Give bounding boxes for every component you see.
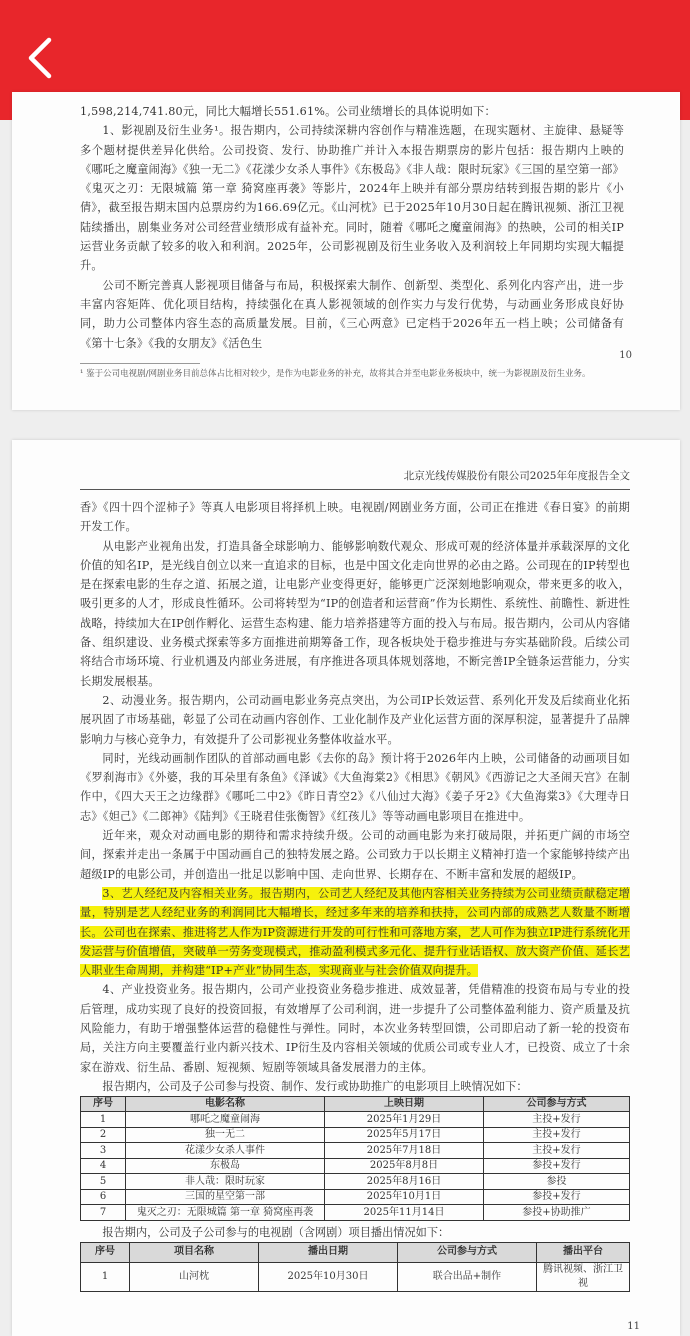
page-header: 北京光线传媒股份有限公司2025年年度报告全文 — [80, 468, 630, 490]
table-cell: 2025年5月17日 — [325, 1127, 484, 1143]
table-cell: 5 — [81, 1174, 126, 1190]
table-cell: 参投+发行 — [484, 1158, 630, 1174]
table-cell: 1 — [81, 1112, 126, 1128]
table-cell: 非人哉：限时玩家 — [126, 1174, 325, 1190]
page-number: 11 — [627, 1321, 640, 1332]
paragraph: 从电影产业视角出发，打造具备全球影响力、能够影响数代观众、形成可观的经济体量并承载深厚的文化价值的知名IP，是光线自创立以来一直追求的目标，也是中国文化走向世界的必由之路。公司现在的IP转型也是在探索电影的生存之道、拓展之道，让电影产业变得更好，能够更广泛深刻地影响观众，带来更多的收入，吸引更多的人才，形成良性循环。公司将转型为“IP的创造者和运营商”作为长期性、系统性、前瞻性、新进性战略，持续加大在IP创作孵化、运营生态构建、能力培养搭建等方面的投入与布局。报告期内，公司从内容储备、组织建设、业务模式探索等多方面推进前期筹备工作，现各板块处于稳步推进与夯实基础阶段。后续公司将结合市场环境、行业机遇及内部业务进展，有序推进各项具体规划落地，不断完善IP全链条运营能力，分实长期发展根基。 — [80, 539, 630, 688]
table-caption: 报告期内，公司及子公司参与投资、制作、发行或协助推广的电影项目上映情况如下： — [102, 1079, 528, 1093]
table-cell: 独一无二 — [126, 1127, 325, 1143]
table-cell: 东极岛 — [126, 1158, 325, 1174]
table-cell: 山河枕 — [130, 1262, 259, 1291]
page-number: 10 — [619, 350, 632, 361]
table-row — [81, 1143, 630, 1159]
table-row — [81, 1189, 630, 1205]
column-header: 公司参与方式 — [398, 1242, 537, 1262]
tv-broadcast-table — [80, 1242, 630, 1292]
movie-release-table — [80, 1096, 630, 1221]
table-cell: 三国的星空第一部 — [126, 1189, 325, 1205]
column-header: 公司参与方式 — [484, 1096, 630, 1112]
paragraph: 4、产业投资业务。报告期内，公司产业投资业务稳步推进、成效显著，凭借精准的投资布局与专业的投后管理，成功实现了良好的投资回报，有效增厚了公司利润，进一步提升了公司整体盈利能力、资产质量及抗风险能力，有助于增强整体运营的稳健性与弹性。同时，本次业务转型回馈，公司即启动了新一轮的投资布局，关注方向主要覆盖行业内新兴技术、IP衍生及内容相关领域的优质公司或专业人才，已投资、成立了十余家在游戏、衍生品、番剧、短视频、短剧等领域具备发展潜力的主体。 — [80, 983, 630, 1074]
table-row — [81, 1158, 630, 1174]
table-cell: 参投+协助推广 — [484, 1205, 630, 1221]
table-cell: 鬼灭之刃：无限城篇 第一章 猗窝座再袭 — [126, 1205, 325, 1221]
table-row — [81, 1262, 630, 1291]
document-page-11 — [12, 440, 680, 1336]
column-header: 项目名称 — [130, 1242, 259, 1262]
column-header: 播出平台 — [537, 1242, 630, 1262]
table-cell: 2025年10月1日 — [325, 1189, 484, 1205]
table-cell: 腾讯视频、浙江卫视 — [537, 1262, 630, 1291]
table-cell: 2025年8月16日 — [325, 1174, 484, 1190]
table-cell: 2025年7月18日 — [325, 1143, 484, 1159]
table-cell: 3 — [81, 1143, 126, 1159]
table-cell: 联合出品+制作 — [398, 1262, 537, 1291]
table-cell: 主投+发行 — [484, 1127, 630, 1143]
highlighted-paragraph — [80, 884, 630, 980]
table-cell: 2025年11月14日 — [325, 1205, 484, 1221]
document-page-10 — [12, 92, 680, 410]
table-cell: 参投+发行 — [484, 1189, 630, 1205]
paragraph: 2、动漫业务。报告期内，公司动画电影业务亮点突出，为公司IP长效运营、系列化开发及后续商业化拓展巩固了市场基础，彰显了公司在动画内容创作、工业化制作及产业化运营方面的深厚积淀，显著提升了品牌影响力与核心竞争力，有效提升了公司影视业务整体收益水平。 — [80, 693, 630, 746]
footnote-divider — [80, 363, 200, 364]
table-cell: 哪吒之魔童闹海 — [126, 1112, 325, 1128]
paragraph: 公司不断完善真人影视项目储备与布局，积极探索大制作、创新型、类型化、系列化内容产出，进一步丰富内容矩阵、优化项目结构，持续强化在真人影视领域的创作实力与发行优势，与动画业务形成良好协同，助力公司整体内容生态的高质量发展。目前，《三心两意》已定档于2026年五一档上映；公司储备有《第十七条》《我的女朋友》《活色生 — [80, 278, 624, 350]
paragraph: 近年来，观众对动画电影的期待和需求持续升级。公司的动画电影为来打破局限，并拓更广阔的市场空间，探索并走出一条属于中国动画自己的独特发展之路。公司致力于以长期主义精神打造一个家能够持续产出超级IP的电影公司，并创造出一批足以影响中国、走向世界、长期存在、不断丰富和发展的超级IP。 — [80, 829, 630, 881]
paragraph: 1、影视剧及衍生业务¹。报告期内，公司持续深耕内容创作与精准选题，在现实题材、主旋律、悬疑等多个题材提供差异化供给。公司投资、发行、协助推广并计入本报告期票房的影片包括：报告期内上映的《哪吒之魔童闹海》《独一无二》《花漾少女杀人事件》《东极岛》《非人哉：限时玩家》《三国的星空第一部》《鬼灭之刃：无限城篇 第一章 猗窝座再袭》等影片，2024年上映并有部分票房结转到报告期的影片《小倩》，截至报告期末国内总票房约为166.69亿元。《山河枕》已于2025年10月30日起在腾讯视频、浙江卫视陆续播出，剧集业务对公司经营业绩形成有益补充。同时，随着《哪吒之魔童闹海》的热映，公司的相关IP运营业务贡献了较多的收入和利润。2025年，公司影视剧及衍生业务收入及利润较上年同期均实现大幅提升。 — [80, 124, 624, 273]
table-body — [81, 1262, 630, 1291]
table-cell: 主投+发行 — [484, 1112, 630, 1128]
column-header: 播出日期 — [259, 1242, 398, 1262]
chevron-left-icon — [25, 36, 55, 84]
table-cell: 2025年10月30日 — [259, 1262, 398, 1291]
table-row — [81, 1174, 630, 1190]
paragraph: 香》《四十四个涩柿子》等真人电影项目将择机上映。电视剧/网剧业务方面，公司正在推进《春日宴》的前期开发工作。 — [80, 501, 630, 534]
table-cell: 7 — [81, 1205, 126, 1221]
table-cell: 2 — [81, 1127, 126, 1143]
footnote: ¹ 鉴于公司电视剧/网剧业务目前总体占比相对较少，是作为电影业务的补充，故将其合并至电影业务板块中，统一为影视剧及衍生业务。 — [80, 368, 591, 379]
table-cell: 6 — [81, 1189, 126, 1205]
table-cell: 主投+发行 — [484, 1143, 630, 1159]
table-body — [81, 1112, 630, 1221]
table-row — [81, 1127, 630, 1143]
column-header: 电影名称 — [126, 1096, 325, 1112]
back-button[interactable] — [18, 38, 62, 82]
column-header: 序号 — [81, 1242, 130, 1262]
table-cell: 1 — [81, 1262, 130, 1291]
highlighted-text: 3、艺人经纪及内容相关业务。报告期内，公司艺人经纪及其他内容相关业务持续为公司业绩贡献稳定增量，特别是艺人经纪业务的利润同比大幅增长，经过多年来的培养和扶持，公司内部的成熟艺人数量不断增长。公司也在探索、推进将艺人作为IP资源进行开发的可行性和可落地方案，艺人可作为独立IP进行系统化开发运营与价值增值，突破单一劳务变现模式，推动盈利模式多元化、提升行业话语权、放大资产价值、延长艺人职业生命周期，并构建“IP+产业”协同生态，实现商业与社会价值双向提升。 — [80, 886, 630, 978]
table-cell: 4 — [81, 1158, 126, 1174]
table-row — [81, 1205, 630, 1221]
table-caption: 报告期内，公司及子公司参与的电视剧（含网剧）项目播出情况如下： — [102, 1225, 450, 1239]
column-header: 序号 — [81, 1096, 126, 1112]
table-row — [81, 1112, 630, 1128]
paragraph: 1,598,214,741.80元，同比大幅增长551.61%。公司业绩增长的具体说明如下： — [80, 105, 496, 118]
table-cell: 2025年1月29日 — [325, 1112, 484, 1128]
table-cell: 参投 — [484, 1174, 630, 1190]
column-header: 上映日期 — [325, 1096, 484, 1112]
paragraph: 同时，光线动画制作团队的首部动画电影《去你的岛》预计将于2026年内上映，公司储备的动画项目如《罗刹海市》《外婆，我的耳朵里有条鱼》《泽诚》《大鱼海棠2》《相思》《朝风》《西游记之大圣闹天宫》在制作中，《四大天王之边缘群》《哪吒二中2》《昨日青空2》《八仙过大海》《姜子牙2》《大鱼海棠3》《大理寺日志》《妲己》《二郎神》《陆判》《王晓君佳张衡智》《红孩儿》等等动画电影项目在推进中。 — [80, 751, 630, 823]
table-cell: 2025年8月8日 — [325, 1158, 484, 1174]
table-cell: 花漾少女杀人事件 — [126, 1143, 325, 1159]
